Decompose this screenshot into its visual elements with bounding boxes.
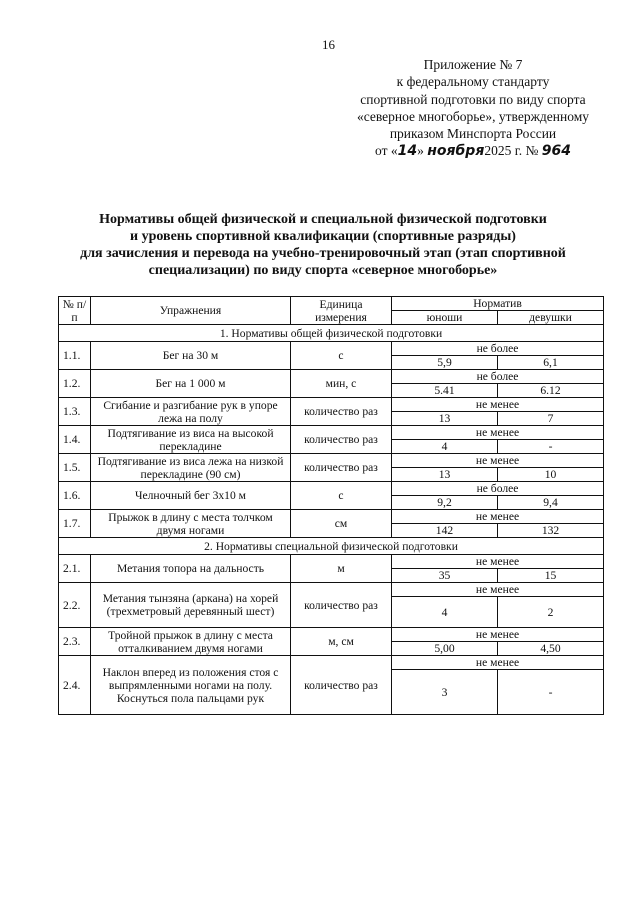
header-num: № п/п: [59, 297, 91, 325]
row-condition: не менее: [392, 656, 604, 670]
year-text: 2025 г. №: [484, 143, 539, 159]
row-boys-value: 13: [392, 412, 498, 426]
row-girls-value: 4,50: [498, 642, 604, 656]
row-unit: количество раз: [291, 398, 392, 426]
appendix-line: спортивной подготовки по виду спорта: [360, 91, 586, 107]
row-exercise: Подтягивание из виса на высокой перекладине: [91, 426, 291, 454]
row-boys-value: 9,2: [392, 496, 498, 510]
row-condition: не более: [392, 370, 604, 384]
row-boys-value: 142: [392, 524, 498, 538]
appendix-line: приказом Минспорта России: [389, 126, 557, 142]
appendix-line: Приложение № 7: [423, 57, 523, 72]
header-exercise: Упражнения: [91, 297, 291, 325]
row-condition: не менее: [392, 510, 604, 524]
row-num: 2.2.: [59, 583, 91, 628]
row-condition: не менее: [392, 398, 604, 412]
row-boys-value: 4: [392, 440, 498, 454]
row-condition: не менее: [392, 555, 604, 569]
header-norm: Норматив: [392, 297, 604, 311]
header-unit: Единица измерения: [291, 297, 392, 325]
handwritten-order-number: 964: [541, 143, 571, 160]
row-exercise: Бег на 30 м: [91, 342, 291, 370]
row-girls-value: 2: [498, 597, 604, 628]
row-boys-value: 5,9: [392, 356, 498, 370]
row-unit: с: [291, 342, 392, 370]
row-num: 1.7.: [59, 510, 91, 538]
row-unit: количество раз: [291, 454, 392, 482]
row-condition: не более: [392, 482, 604, 496]
appendix-line: к федеральному стандарту: [396, 74, 550, 90]
row-exercise: Метания тынзяна (аркана) на хорей (трехметровый деревянный шест): [91, 583, 291, 628]
row-num: 1.4.: [59, 426, 91, 454]
row-num: 1.3.: [59, 398, 91, 426]
row-exercise: Челночный бег 3х10 м: [91, 482, 291, 510]
row-exercise: Подтягивание из виса лежа на низкой перекладине (90 см): [91, 454, 291, 482]
row-boys-value: 4: [392, 597, 498, 628]
header-boys: юноши: [392, 311, 498, 325]
row-num: 1.2.: [59, 370, 91, 398]
page-number: 16: [322, 37, 335, 52]
row-girls-value: 6,1: [498, 356, 604, 370]
section-title: 1. Нормативы общей физической подготовки: [59, 325, 604, 342]
row-unit: с: [291, 482, 392, 510]
row-girls-value: 15: [498, 569, 604, 583]
row-num: 1.1.: [59, 342, 91, 370]
norms-table: [58, 296, 604, 715]
row-exercise: Метания топора на дальность: [91, 555, 291, 583]
section-title: 2. Нормативы специальной физической подготовки: [59, 538, 604, 555]
row-girls-value: 132: [498, 524, 604, 538]
row-girls-value: 9,4: [498, 496, 604, 510]
row-num: 1.6.: [59, 482, 91, 510]
row-condition: не менее: [392, 628, 604, 642]
row-unit: см: [291, 510, 392, 538]
row-exercise: Сгибание и разгибание рук в упоре лежа на полу: [91, 398, 291, 426]
date-prefix: от «: [375, 143, 398, 159]
handwritten-month: ноября: [427, 143, 485, 160]
row-girls-value: 10: [498, 468, 604, 482]
row-girls-value: 6.12: [498, 384, 604, 398]
appendix-line: «северное многоборье», утвержденному: [356, 108, 590, 124]
row-num: 2.1.: [59, 555, 91, 583]
row-exercise: Наклон вперед из положения стоя с выпрямленными ногами на полу. Коснуться пола пальцами рук: [91, 656, 291, 715]
document-title: [40, 211, 606, 279]
row-unit: мин, с: [291, 370, 392, 398]
row-exercise: Тройной прыжок в длину с места отталкиванием двумя ногами: [91, 628, 291, 656]
row-girls-value: -: [498, 440, 604, 454]
row-condition: не более: [392, 342, 604, 356]
row-condition: не менее: [392, 454, 604, 468]
row-boys-value: 5.41: [392, 384, 498, 398]
row-unit: количество раз: [291, 583, 392, 628]
row-unit: количество раз: [291, 656, 392, 715]
order-date-line: [318, 142, 628, 160]
row-exercise: Прыжок в длину с места толчком двумя ногами: [91, 510, 291, 538]
appendix-block: [318, 56, 628, 161]
row-girls-value: -: [498, 670, 604, 715]
row-num: 2.4.: [59, 656, 91, 715]
row-condition: не менее: [392, 426, 604, 440]
title-line: для зачисления и перевода на учебно-тренировочный этап (этап спортивной: [80, 246, 566, 261]
title-line: и уровень спортивной квалификации (спортивные разряды): [130, 229, 516, 244]
title-line: Нормативы общей физической и специальной физической подготовки: [99, 212, 547, 227]
row-unit: м: [291, 555, 392, 583]
row-unit: количество раз: [291, 426, 392, 454]
row-boys-value: 13: [392, 468, 498, 482]
row-boys-value: 35: [392, 569, 498, 583]
row-boys-value: 3: [392, 670, 498, 715]
header-girls: девушки: [498, 311, 604, 325]
handwritten-day: 14: [397, 143, 418, 160]
row-num: 1.5.: [59, 454, 91, 482]
row-boys-value: 5,00: [392, 642, 498, 656]
row-condition: не менее: [392, 583, 604, 597]
row-girls-value: 7: [498, 412, 604, 426]
row-unit: м, см: [291, 628, 392, 656]
date-mid: »: [417, 143, 424, 159]
title-line: специализации) по виду спорта «северное многоборье»: [148, 263, 498, 278]
row-num: 2.3.: [59, 628, 91, 656]
row-exercise: Бег на 1 000 м: [91, 370, 291, 398]
